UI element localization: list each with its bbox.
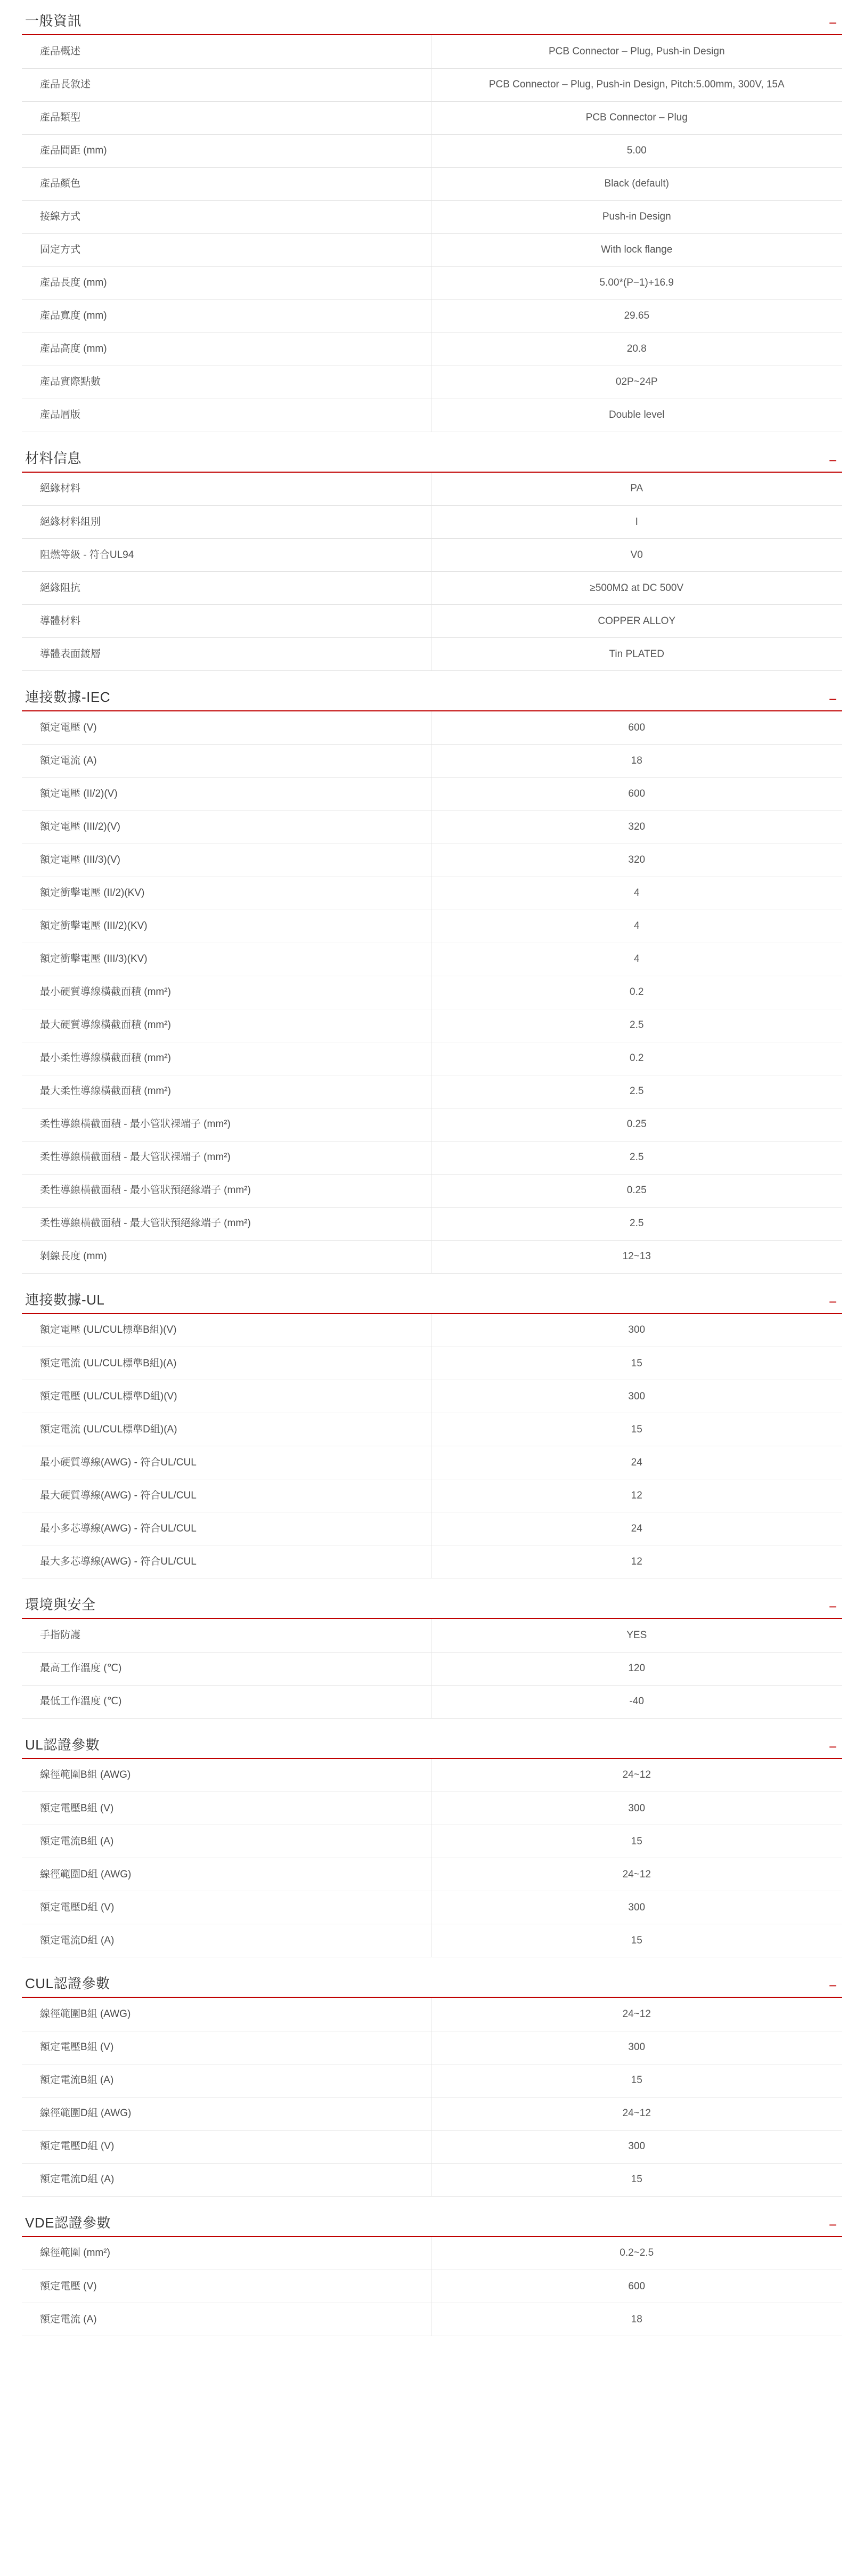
spec-label: 最大硬質導線(AWG) - 符合UL/CUL — [22, 1479, 431, 1512]
table-row — [22, 134, 842, 167]
table-row — [22, 1512, 842, 1545]
section-title: UL認證參數 — [25, 1736, 100, 1753]
spec-value: 24~12 — [431, 1858, 842, 1891]
table-row — [22, 1174, 842, 1207]
section-title: 連接數據-UL — [25, 1291, 105, 1308]
spec-value: Black (default) — [431, 167, 842, 200]
spec-value: 0.2 — [431, 1042, 842, 1075]
spec-value: 5.00*(P−1)+16.9 — [431, 266, 842, 299]
spec-value: 15 — [431, 2163, 842, 2196]
spec-label: 產品實際點數 — [22, 366, 431, 399]
section-title: CUL認證參數 — [25, 1975, 110, 1991]
spec-label: 額定電壓D組 (V) — [22, 2130, 431, 2163]
spec-label: 額定電流B組 (A) — [22, 1825, 431, 1858]
table-row — [22, 1314, 842, 1347]
spec-value: 15 — [431, 2064, 842, 2097]
spec-label: 固定方式 — [22, 233, 431, 266]
table-row — [22, 744, 842, 777]
table-row — [22, 539, 842, 572]
spec-value: 300 — [431, 1891, 842, 1924]
spec-label: 最小硬質導線橫截面積 (mm²) — [22, 976, 431, 1009]
spec-label: 額定電壓 (III/2)(V) — [22, 811, 431, 844]
spec-value: 300 — [431, 1792, 842, 1825]
spec-label: 額定電壓D組 (V) — [22, 1891, 431, 1924]
spec-value: 600 — [431, 777, 842, 811]
table-row — [22, 2097, 842, 2130]
spec-label: 額定電流D組 (A) — [22, 2163, 431, 2196]
spec-label: 產品概述 — [22, 35, 431, 68]
spec-label: 最大硬質導線橫截面積 (mm²) — [22, 1009, 431, 1042]
spec-value: COPPER ALLOY — [431, 605, 842, 638]
collapse-minus-icon[interactable]: − — [828, 1293, 837, 1310]
spec-value: 300 — [431, 2031, 842, 2064]
spec-value: PCB Connector – Plug — [431, 101, 842, 134]
table-row — [22, 2270, 842, 2303]
spec-section — [22, 2197, 842, 2337]
spec-value: 2.5 — [431, 1141, 842, 1174]
table-row — [22, 1479, 842, 1512]
spec-value: Tin PLATED — [431, 638, 842, 671]
section-header[interactable] — [22, 1975, 842, 1998]
table-row — [22, 299, 842, 333]
table-row — [22, 200, 842, 233]
spec-table — [22, 1759, 842, 1958]
spec-label: 額定電流B組 (A) — [22, 2064, 431, 2097]
spec-label: 線徑範圍B組 (AWG) — [22, 1759, 431, 1792]
spec-label: 額定電流 (A) — [22, 2303, 431, 2336]
spec-section — [22, 1719, 842, 1958]
spec-value: 5.00 — [431, 134, 842, 167]
section-header[interactable] — [22, 1737, 842, 1759]
table-row — [22, 777, 842, 811]
table-row — [22, 506, 842, 539]
spec-label: 額定電流 (A) — [22, 744, 431, 777]
spec-value: V0 — [431, 539, 842, 572]
spec-label: 額定衝擊電壓 (III/3)(KV) — [22, 943, 431, 976]
spec-label: 線徑範圍D組 (AWG) — [22, 2097, 431, 2130]
table-row — [22, 1891, 842, 1924]
spec-label: 額定電流D組 (A) — [22, 1924, 431, 1957]
section-title: 材料信息 — [25, 450, 82, 466]
table-row — [22, 1685, 842, 1718]
table-row — [22, 1924, 842, 1957]
collapse-minus-icon[interactable]: − — [828, 15, 837, 31]
collapse-minus-icon[interactable]: − — [828, 452, 837, 468]
table-row — [22, 473, 842, 506]
spec-label: 最小硬質導線(AWG) - 符合UL/CUL — [22, 1446, 431, 1479]
table-row — [22, 1998, 842, 2031]
spec-value: Push-in Design — [431, 200, 842, 233]
table-row — [22, 2064, 842, 2097]
spec-value: 29.65 — [431, 299, 842, 333]
spec-value: 24 — [431, 1512, 842, 1545]
table-row — [22, 1825, 842, 1858]
spec-table — [22, 35, 842, 432]
spec-value: 600 — [431, 711, 842, 744]
spec-section — [22, 1578, 842, 1719]
spec-value: 12~13 — [431, 1240, 842, 1273]
table-row — [22, 233, 842, 266]
spec-value: 600 — [431, 2270, 842, 2303]
table-row — [22, 1619, 842, 1652]
spec-value: 300 — [431, 1314, 842, 1347]
spec-value: 320 — [431, 811, 842, 844]
spec-value: With lock flange — [431, 233, 842, 266]
spec-value: I — [431, 506, 842, 539]
spec-value: 15 — [431, 1413, 842, 1446]
spec-label: 產品間距 (mm) — [22, 134, 431, 167]
spec-label: 最高工作溫度 (℃) — [22, 1652, 431, 1685]
spec-label: 線徑範圍 (mm²) — [22, 2237, 431, 2270]
table-row — [22, 1240, 842, 1273]
section-header[interactable] — [22, 689, 842, 711]
spec-label: 產品長度 (mm) — [22, 266, 431, 299]
spec-label: 產品顏色 — [22, 167, 431, 200]
spec-value: 24~12 — [431, 1759, 842, 1792]
spec-table — [22, 473, 842, 671]
spec-section — [22, 671, 842, 1274]
table-row — [22, 811, 842, 844]
spec-label: 額定衝擊電壓 (II/2)(KV) — [22, 877, 431, 910]
spec-value: 12 — [431, 1545, 842, 1578]
spec-value: 15 — [431, 1825, 842, 1858]
spec-table — [22, 1998, 842, 2197]
spec-value: 0.25 — [431, 1174, 842, 1207]
section-title: 連接數據-IEC — [25, 689, 111, 705]
table-row — [22, 877, 842, 910]
spec-label: 柔性導線橫截面積 - 最小管狀裸端子 (mm²) — [22, 1108, 431, 1141]
spec-label: 產品類型 — [22, 101, 431, 134]
spec-value: Double level — [431, 399, 842, 432]
spec-table — [22, 2237, 842, 2337]
spec-value: 4 — [431, 943, 842, 976]
spec-value: 24~12 — [431, 1998, 842, 2031]
spec-label: 產品長敘述 — [22, 68, 431, 101]
collapse-minus-icon[interactable]: − — [828, 1599, 837, 1615]
collapse-minus-icon[interactable]: − — [828, 691, 837, 707]
table-row — [22, 1347, 842, 1380]
table-row — [22, 399, 842, 432]
spec-label: 阻燃等級 - 符合UL94 — [22, 539, 431, 572]
spec-label: 絕緣材料組別 — [22, 506, 431, 539]
section-header[interactable] — [22, 1292, 842, 1314]
spec-value: PCB Connector – Plug, Push-in Design — [431, 35, 842, 68]
table-row — [22, 1042, 842, 1075]
spec-label: 最低工作溫度 (℃) — [22, 1685, 431, 1718]
spec-section — [22, 1957, 842, 2197]
table-row — [22, 68, 842, 101]
spec-label: 導體表面鍍層 — [22, 638, 431, 671]
spec-table — [22, 1314, 842, 1579]
spec-value: -40 — [431, 1685, 842, 1718]
spec-value: 18 — [431, 744, 842, 777]
spec-value: 2.5 — [431, 1075, 842, 1108]
spec-value: 15 — [431, 1347, 842, 1380]
table-row — [22, 333, 842, 366]
spec-value: 02P~24P — [431, 366, 842, 399]
section-title: VDE認證參數 — [25, 2214, 111, 2231]
spec-value: 24 — [431, 1446, 842, 1479]
spec-value: 0.25 — [431, 1108, 842, 1141]
spec-label: 額定電壓 (III/3)(V) — [22, 844, 431, 877]
spec-label: 最大多芯導線(AWG) - 符合UL/CUL — [22, 1545, 431, 1578]
spec-label: 柔性導線橫截面積 - 最大管狀預絕緣端子 (mm²) — [22, 1207, 431, 1240]
table-row — [22, 1858, 842, 1891]
spec-value: 18 — [431, 2303, 842, 2336]
table-row — [22, 1075, 842, 1108]
spec-value: 0.2 — [431, 976, 842, 1009]
table-row — [22, 976, 842, 1009]
spec-label: 額定電壓B組 (V) — [22, 1792, 431, 1825]
table-row — [22, 1759, 842, 1792]
table-row — [22, 2130, 842, 2163]
section-title: 一般資訊 — [25, 13, 82, 29]
spec-table — [22, 1619, 842, 1719]
spec-value: YES — [431, 1619, 842, 1652]
table-row — [22, 2303, 842, 2336]
spec-value: 2.5 — [431, 1207, 842, 1240]
table-row — [22, 35, 842, 68]
table-row — [22, 638, 842, 671]
spec-label: 額定衝擊電壓 (III/2)(KV) — [22, 910, 431, 943]
section-header[interactable] — [22, 450, 842, 473]
spec-label: 額定電流 (UL/CUL標準B組)(A) — [22, 1347, 431, 1380]
collapse-minus-icon[interactable]: − — [828, 2216, 837, 2233]
spec-label: 額定電流 (UL/CUL標準D組)(A) — [22, 1413, 431, 1446]
spec-value: 0.2~2.5 — [431, 2237, 842, 2270]
spec-value: 15 — [431, 1924, 842, 1957]
table-row — [22, 1207, 842, 1240]
spec-label: 導體材料 — [22, 605, 431, 638]
section-header[interactable] — [22, 2215, 842, 2237]
spec-section — [22, 1274, 842, 1579]
table-row — [22, 910, 842, 943]
spec-section — [22, 0, 842, 432]
spec-label: 額定電壓 (II/2)(V) — [22, 777, 431, 811]
table-row — [22, 943, 842, 976]
table-row — [22, 605, 842, 638]
collapse-minus-icon[interactable]: − — [828, 1738, 837, 1755]
section-header[interactable] — [22, 1597, 842, 1619]
spec-value: 320 — [431, 844, 842, 877]
spec-label: 剝線長度 (mm) — [22, 1240, 431, 1273]
table-row — [22, 1141, 842, 1174]
spec-label: 最小多芯導線(AWG) - 符合UL/CUL — [22, 1512, 431, 1545]
table-row — [22, 572, 842, 605]
spec-section — [22, 432, 842, 671]
spec-label: 接線方式 — [22, 200, 431, 233]
spec-label: 額定電壓 (V) — [22, 2270, 431, 2303]
section-title: 環境與安全 — [25, 1597, 96, 1613]
spec-label: 線徑範圍D組 (AWG) — [22, 1858, 431, 1891]
spec-label: 產品高度 (mm) — [22, 333, 431, 366]
table-row — [22, 167, 842, 200]
spec-value: 300 — [431, 1380, 842, 1413]
table-row — [22, 2031, 842, 2064]
spec-label: 絕緣材料 — [22, 473, 431, 506]
spec-value: ≥500MΩ at DC 500V — [431, 572, 842, 605]
table-row — [22, 1413, 842, 1446]
spec-value: 2.5 — [431, 1009, 842, 1042]
table-row — [22, 711, 842, 744]
table-row — [22, 2237, 842, 2270]
spec-value: 4 — [431, 877, 842, 910]
spec-label: 柔性導線橫截面積 - 最大管狀裸端子 (mm²) — [22, 1141, 431, 1174]
spec-label: 絕緣阻抗 — [22, 572, 431, 605]
spec-value: 12 — [431, 1479, 842, 1512]
spec-value: PA — [431, 473, 842, 506]
spec-label: 產品層版 — [22, 399, 431, 432]
spec-label: 柔性導線橫截面積 - 最小管狀預絕緣端子 (mm²) — [22, 1174, 431, 1207]
table-row — [22, 1009, 842, 1042]
table-row — [22, 366, 842, 399]
table-row — [22, 1652, 842, 1685]
collapse-minus-icon[interactable]: − — [828, 1978, 837, 1994]
spec-label: 額定電壓 (UL/CUL標準B組)(V) — [22, 1314, 431, 1347]
spec-label: 額定電壓 (UL/CUL標準D組)(V) — [22, 1380, 431, 1413]
spec-label: 最大柔性導線橫截面積 (mm²) — [22, 1075, 431, 1108]
spec-value: 120 — [431, 1652, 842, 1685]
table-row — [22, 1545, 842, 1578]
spec-label: 線徑範圍B組 (AWG) — [22, 1998, 431, 2031]
spec-label: 手指防護 — [22, 1619, 431, 1652]
spec-value: 4 — [431, 910, 842, 943]
table-row — [22, 1446, 842, 1479]
spec-value: 20.8 — [431, 333, 842, 366]
table-row — [22, 1380, 842, 1413]
spec-value: 300 — [431, 2130, 842, 2163]
table-row — [22, 2163, 842, 2196]
spec-label: 額定電壓 (V) — [22, 711, 431, 744]
table-row — [22, 266, 842, 299]
spec-label: 產品寬度 (mm) — [22, 299, 431, 333]
spec-table — [22, 711, 842, 1274]
section-header[interactable] — [22, 13, 842, 35]
spec-value: PCB Connector – Plug, Push-in Design, Pitch:5.00mm, 300V, 15A — [431, 68, 842, 101]
spec-label: 最小柔性導線橫截面積 (mm²) — [22, 1042, 431, 1075]
spec-label: 額定電壓B組 (V) — [22, 2031, 431, 2064]
spec-value: 24~12 — [431, 2097, 842, 2130]
table-row — [22, 1792, 842, 1825]
table-row — [22, 1108, 842, 1141]
table-row — [22, 844, 842, 877]
table-row — [22, 101, 842, 134]
